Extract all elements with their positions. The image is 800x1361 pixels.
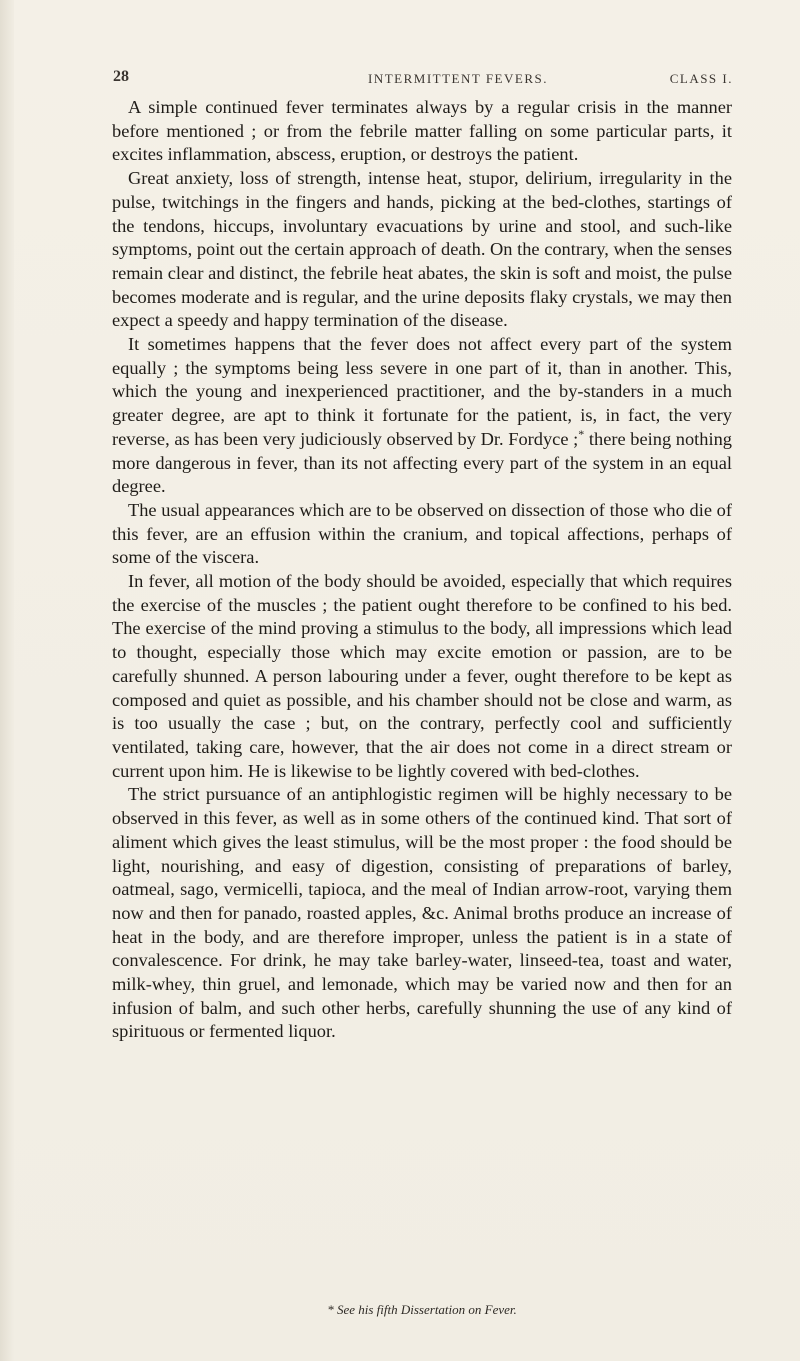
running-title: INTERMITTENT FEVERS. xyxy=(368,71,548,86)
paragraph-unequal-fever-continuation: there being nothing more dangerous in fever, than its not affecting every part of the system in an equal degree. xyxy=(112,428,732,497)
binding-edge xyxy=(0,0,14,1361)
paragraph-dissection: The usual appearances which are to be observed on dissection of those who die of this fever, are an effusion within the cranium, and topical affections, perhaps of some of the viscera. xyxy=(112,499,732,568)
paragraph-regimen: The strict pursuance of an antiphlogistic regimen will be highly necessary to be observed in this fever, as well as in some others of the continued kind. That sort of aliment which gives the least stimulus, will be the most proper : the food should be light, nourishing, and easy of digestion, consisting of preparations of barley, oatmeal, sago, vermicelli, tapioca, and the meal of Indian arrow-root, varying them now and then for panado, roasted apples, &c. Animal broths produce an increase of heat in the body, and are therefore improper, unless the patient is in a state of convalescence. For drink, he may take barley-water, linseed-tea, toast and water, milk-whey, thin gruel, and lemonade, which may be varied now and then for an infusion of balm, and such other herbs, carefully shunning the use of any kind of spirituous or fermented liquor. xyxy=(112,784,732,1042)
paragraph-signs-of-death: Great anxiety, loss of strength, intense heat, stupor, delirium, irregularity in the pulse, twitchings in the fingers and hands, picking at the bed-clothes, startings of the tendons, hiccups, involuntary evacuations by urine and stool, and such-like symptoms, point out the certain approach of death. On the contrary, when the senses remain clear and distinct, the febrile heat abates, the skin is soft and moist, the pulse becomes moderate and is regular, and the urine deposits flaky crystals, we may then expect a speedy and happy termination of the disease. xyxy=(112,168,732,331)
paragraph-rest: In fever, all motion of the body should be avoided, especially that which requires the exercise of the muscles ; the patient ought therefore to be confined to his bed. The exercise of the mind proving a stimulus to the body, all impressions which lead to thought, especially those which may excite emotion or passion, are to be carefully shunned. A person labouring under a fever, ought therefore to be kept as composed and quiet as possible, and his chamber should not be close and warm, as is too usually the case ; but, on the contrary, perfectly cool and sufficiently ventilated, taking care, however, that the air does not come in a direct stream or current upon him. He is likewise to be lightly covered with bed-clothes. xyxy=(112,571,732,781)
page-header xyxy=(113,68,733,92)
footnote: * See his fifth Dissertation on Fever. xyxy=(327,1302,517,1317)
footnote-reference: * xyxy=(578,426,585,441)
paragraph-crisis: A simple continued fever terminates always by a regular crisis in the manner before mentioned ; or from the febrile matter falling on some particular parts, it excites inflammation, abscess, eruption, or destroys the patient. xyxy=(112,97,732,165)
class-label: CLASS I. xyxy=(669,71,733,86)
paragraph-unequal-fever-text: It sometimes happens that the fever does not affect every part of the system equally ; the symptoms being less severe in one part of it, than in another. This, which the young and inexperienced practitioner, and the by-standers in a much greater degree, are apt to think it fortunate for the patient, is, in fact, the very reverse, as has been very judiciously observed by Dr. Fordyce ; xyxy=(112,334,732,449)
paragraph-unequal-fever xyxy=(112,333,732,499)
page-number: 28 xyxy=(113,68,129,85)
body-text xyxy=(112,96,732,1044)
